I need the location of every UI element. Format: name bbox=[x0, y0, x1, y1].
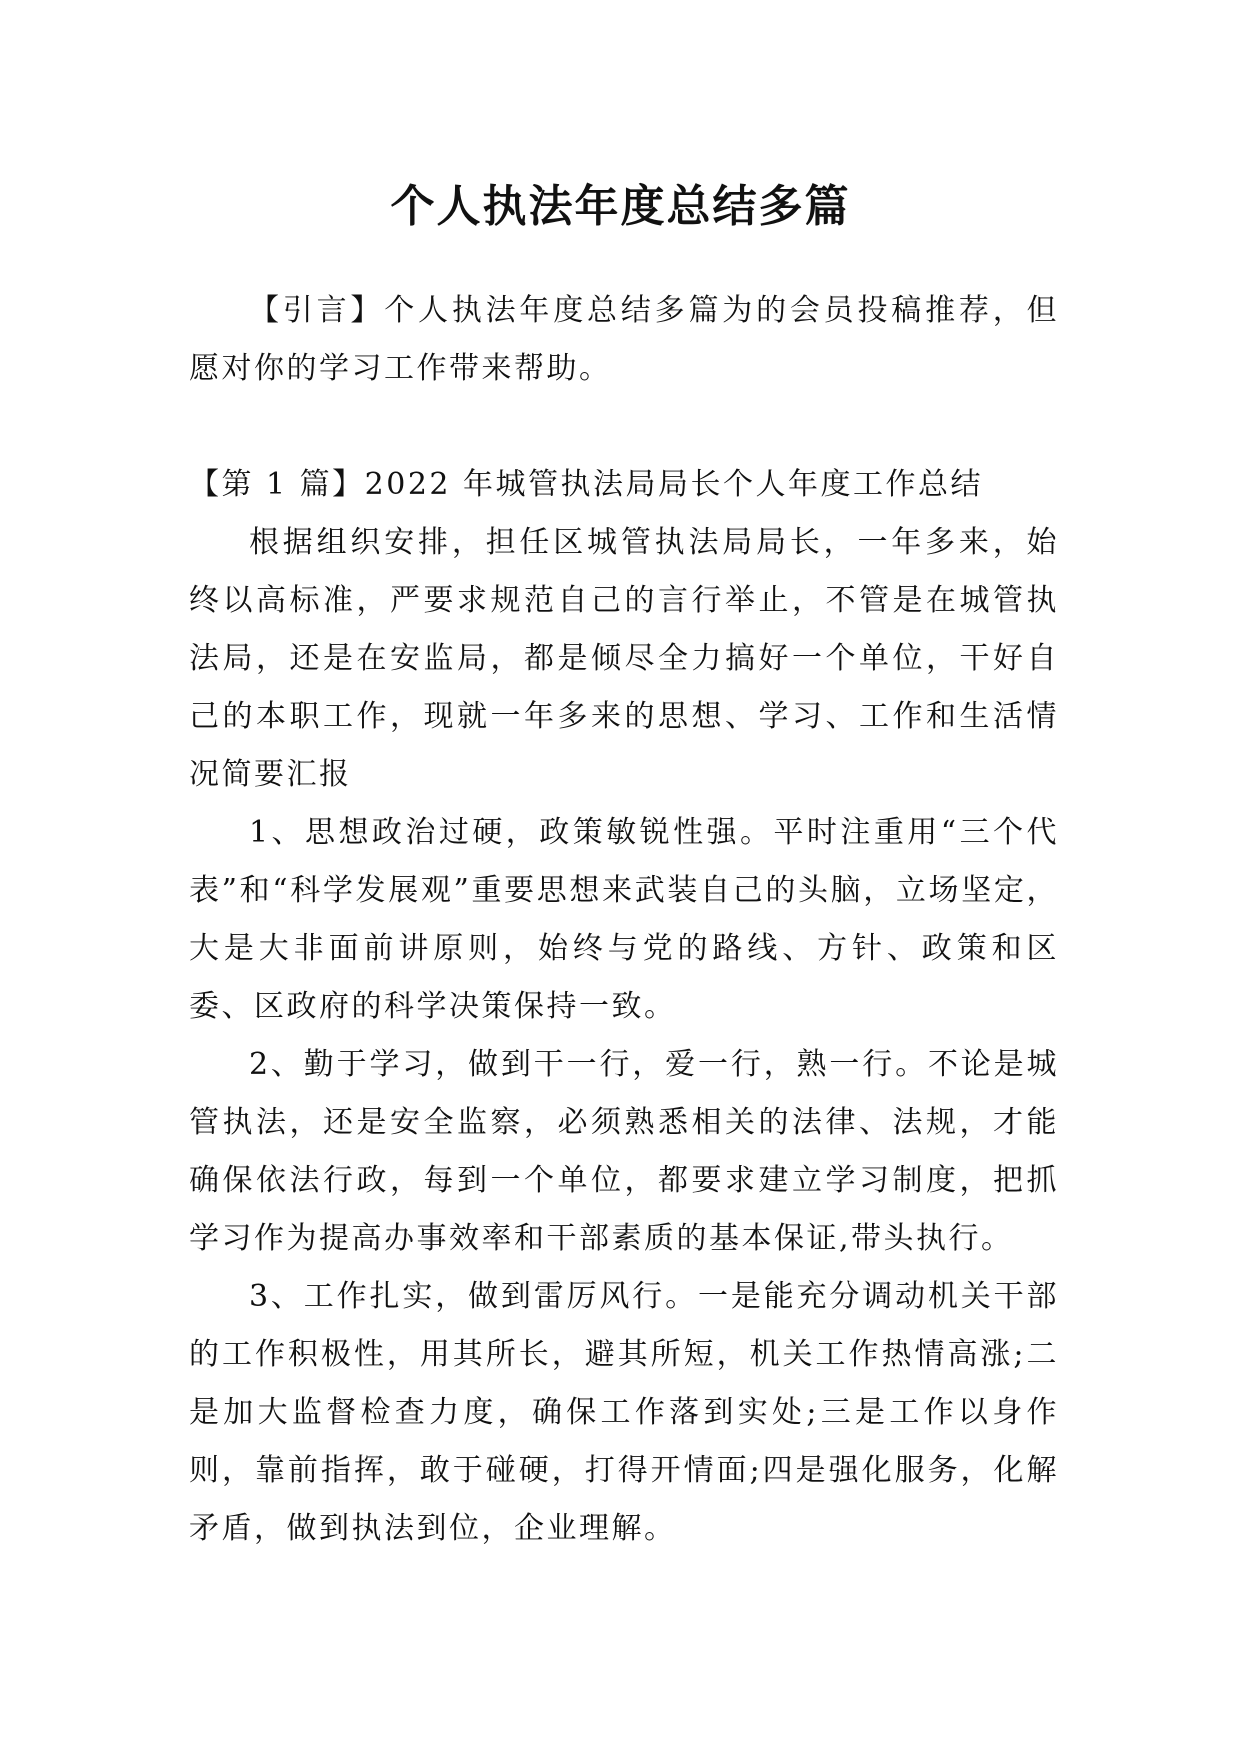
body-paragraph: 2、勤于学习，做到干一行，爱一行，熟一行。不论是城管执法，还是安全监察，必须熟悉相关的法律、法规，才能确保依法行政，每到一个单位，都要求建立学习制度，把抓学习作为提高办事效率和干部素质的基本保证,带头执行。 bbox=[189, 1047, 1059, 1256]
section-heading: 【第 1 篇】2022 年城管执法局局长个人年度工作总结 bbox=[189, 467, 984, 502]
body-paragraph: 3、工作扎实，做到雷厉风行。一是能充分调动机关干部的工作积极性，用其所长，避其所短，机关工作热情高涨;二是加大监督检查力度，确保工作落到实处;三是工作以身作则，靠前指挥，敢于碰硬，打得开情面;四是强化服务，化解矛盾，做到执法到位，企业理解。 bbox=[189, 1279, 1059, 1546]
body-paragraph: 1、思想政治过硬，政策敏锐性强。平时注重用“三个代表”和“科学发展观”重要思想来武装自己的头脑，立场坚定，大是大非面前讲原则，始终与党的路线、方针、政策和区委、区政府的科学决策保持一致。 bbox=[189, 815, 1059, 1024]
intro-paragraph: 【引言】个人执法年度总结多篇为的会员投稿推荐，但愿对你的学习工作带来帮助。 bbox=[189, 293, 1059, 386]
body-paragraph: 根据组织安排，担任区城管执法局局长，一年多来，始终以高标准，严要求规范自己的言行举止，不管是在城管执法局，还是在安监局，都是倾尽全力搞好一个单位，干好自己的本职工作，现就一年多来的思想、学习、工作和生活情况简要汇报 bbox=[189, 525, 1059, 792]
document-body bbox=[189, 282, 1059, 1558]
document-title: 个人执法年度总结多篇 bbox=[390, 181, 851, 233]
